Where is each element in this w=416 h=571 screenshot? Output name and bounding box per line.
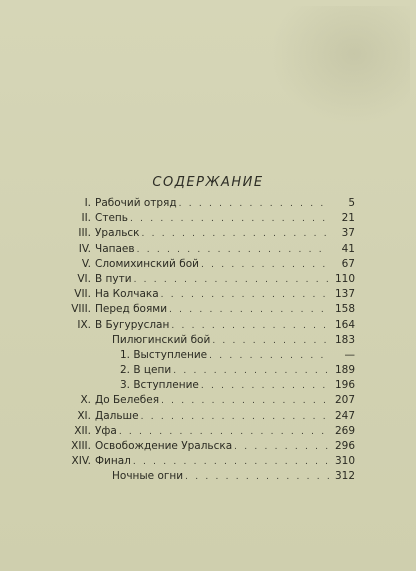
toc-entry xyxy=(95,242,355,258)
toc-row xyxy=(55,393,355,408)
page-number: 189 xyxy=(334,364,355,377)
dot-leader xyxy=(179,197,329,212)
toc-entry xyxy=(95,424,355,440)
toc-row xyxy=(55,287,355,302)
toc-row xyxy=(55,348,355,363)
page-number: 137 xyxy=(334,288,355,301)
toc-entry xyxy=(95,211,355,227)
toc-entry xyxy=(112,469,355,485)
chapter-number: I. xyxy=(84,197,91,209)
chapter-number: XII. xyxy=(74,424,91,437)
chapter-title: 3. Вступление xyxy=(120,379,199,392)
toc-row xyxy=(55,196,355,211)
show-through-smudge xyxy=(270,6,410,126)
chapter-title: Рабочий отряд xyxy=(95,197,177,209)
toc-row xyxy=(55,378,355,393)
toc-entry xyxy=(95,272,355,288)
toc-entry xyxy=(95,226,355,242)
chapter-title: Ночные огни xyxy=(112,470,184,483)
chapter-number: XIII. xyxy=(71,440,91,452)
toc-row xyxy=(55,424,355,439)
chapter-number: VI. xyxy=(77,272,91,285)
toc-entry xyxy=(95,439,355,455)
page-number: 312 xyxy=(334,470,355,483)
toc-row xyxy=(55,409,355,424)
chapter-title: Финал xyxy=(95,455,131,468)
dot-leader xyxy=(142,227,329,242)
page-number: 41 xyxy=(341,242,355,255)
toc-row xyxy=(55,211,355,226)
page-number: 196 xyxy=(334,379,355,392)
page-number: — xyxy=(344,348,355,361)
toc-row xyxy=(55,318,355,333)
chapter-number: XIV. xyxy=(71,455,91,468)
dot-leader xyxy=(234,440,329,455)
dot-leader xyxy=(209,349,329,364)
toc-row xyxy=(55,257,355,272)
toc-entry xyxy=(95,454,355,470)
chapter-title: 2. В цепи xyxy=(120,364,172,377)
chapter-number: X. xyxy=(80,394,91,407)
dot-leader xyxy=(134,273,329,288)
page-number: 164 xyxy=(334,318,355,331)
dot-leader xyxy=(130,212,329,227)
dot-leader xyxy=(119,425,329,440)
chapter-title: Освобождение Уральска xyxy=(95,440,233,452)
toc-row xyxy=(55,242,355,257)
chapter-number: IX. xyxy=(77,318,91,331)
table-of-contents xyxy=(55,196,355,485)
chapter-number: II. xyxy=(81,212,91,225)
chapter-title: На Колчака xyxy=(95,288,159,301)
page-number: 183 xyxy=(334,333,355,346)
chapter-title: В пути xyxy=(95,272,132,285)
chapter-number: III. xyxy=(78,227,91,240)
dot-leader xyxy=(173,364,329,379)
chapter-title: Уральск xyxy=(95,227,140,240)
chapter-title: Уфа xyxy=(95,424,117,437)
page-number: 37 xyxy=(341,227,355,240)
page-number: 269 xyxy=(334,424,355,437)
toc-entry xyxy=(95,318,355,334)
chapter-title: В Бугуруслан xyxy=(95,318,170,331)
page-number: 158 xyxy=(334,303,355,316)
dot-leader xyxy=(185,470,329,485)
page-number: 67 xyxy=(341,257,355,270)
page-number: 247 xyxy=(334,409,355,422)
page-number: 310 xyxy=(334,455,355,468)
toc-row xyxy=(55,272,355,287)
toc-row xyxy=(55,454,355,469)
dot-leader xyxy=(201,258,329,273)
dot-leader xyxy=(212,334,329,349)
page-number: 21 xyxy=(341,212,355,225)
toc-entry xyxy=(120,363,355,379)
chapter-number: VIII. xyxy=(71,303,91,316)
chapter-number: V. xyxy=(81,257,91,270)
page-number: 5 xyxy=(348,197,355,209)
chapter-number: XI. xyxy=(77,409,91,422)
dot-leader xyxy=(171,319,329,334)
toc-entry xyxy=(95,409,355,425)
toc-row xyxy=(55,226,355,241)
dot-leader xyxy=(133,455,329,470)
dot-leader xyxy=(141,410,329,425)
toc-entry xyxy=(120,348,355,364)
dot-leader xyxy=(161,394,329,409)
page-number: 207 xyxy=(334,394,355,407)
toc-entry xyxy=(95,196,355,212)
chapter-title: Степь xyxy=(95,212,128,225)
chapter-title: Пилюгинский бой xyxy=(112,333,211,346)
chapter-title: До Белебея xyxy=(95,394,160,407)
chapter-number: IV. xyxy=(78,242,91,255)
chapter-title: Дальше xyxy=(95,409,139,422)
page-number: 110 xyxy=(334,272,355,285)
dot-leader xyxy=(169,303,329,318)
toc-row xyxy=(55,333,355,348)
chapter-title: Сломихинский бой xyxy=(95,257,199,270)
toc-row xyxy=(55,439,355,454)
dot-leader xyxy=(201,379,329,394)
page-number: 296 xyxy=(334,440,355,452)
toc-entry xyxy=(95,393,355,409)
toc-row xyxy=(55,302,355,317)
page-title: СОДЕРЖАНИЕ xyxy=(152,175,264,190)
chapter-number: VII. xyxy=(74,288,91,301)
chapter-title: Чапаев xyxy=(95,242,135,255)
chapter-title: 1. Выступление xyxy=(120,348,208,361)
toc-entry xyxy=(95,302,355,318)
toc-row xyxy=(55,469,355,484)
dot-leader xyxy=(161,288,329,303)
toc-entry xyxy=(95,257,355,273)
dot-leader xyxy=(137,243,329,258)
toc-row xyxy=(55,363,355,378)
toc-entry xyxy=(120,378,355,394)
chapter-title: Перед боями xyxy=(95,303,168,316)
toc-entry xyxy=(95,287,355,303)
toc-entry xyxy=(112,333,355,349)
